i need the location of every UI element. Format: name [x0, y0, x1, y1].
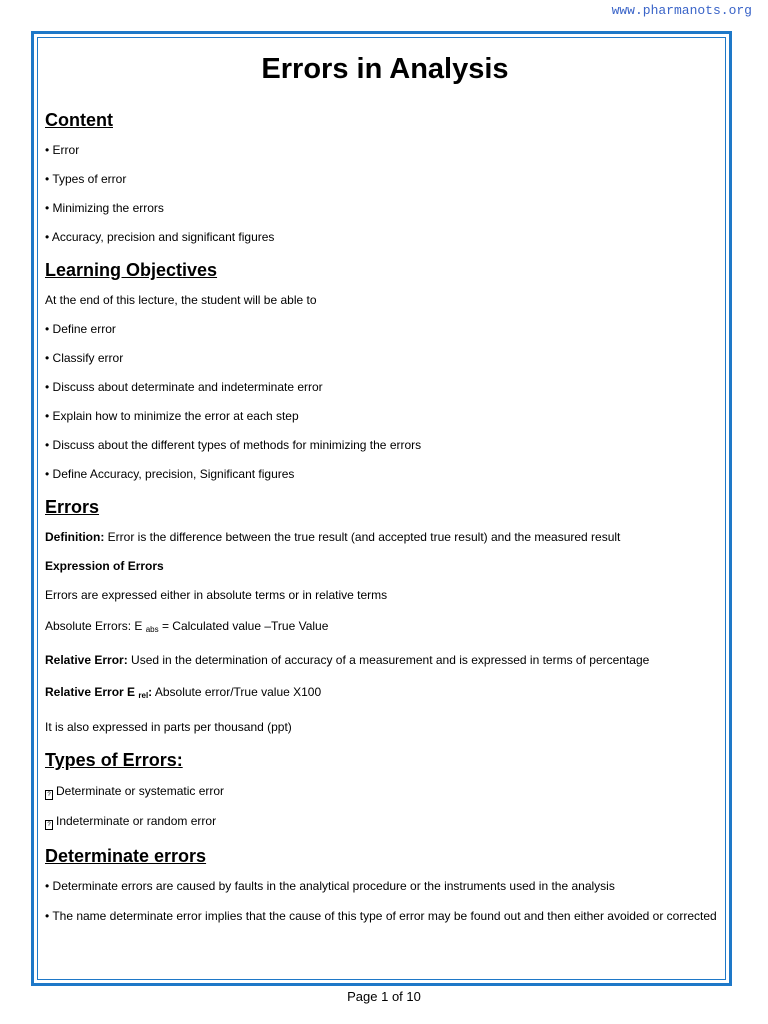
objective-item: • Explain how to minimize the error at each step — [45, 409, 299, 423]
absolute-error-subscript: abs — [145, 625, 159, 634]
absolute-error-suffix: = Calculated value –True Value — [158, 619, 329, 633]
objective-item: • Define error — [45, 322, 116, 336]
absolute-error-prefix: Absolute Errors: E — [45, 619, 146, 633]
ppt-text: It is also expressed in parts per thousand (ppt) — [45, 720, 292, 734]
relative-formula-text: Absolute error/True value X100 — [152, 685, 322, 699]
site-url-link[interactable]: www.pharmanots.org — [611, 3, 752, 18]
type-item-indeterminate — [45, 814, 725, 829]
types-heading: Types of Errors: — [45, 750, 183, 770]
expression-heading: Expression of Errors — [45, 559, 164, 573]
relative-error-description — [45, 653, 725, 667]
relative-error-label: Relative Error: — [45, 653, 128, 667]
determinate-item: • Determinate errors are caused by faults in the analytical procedure or the instruments used in the analysis — [45, 879, 615, 893]
objective-item: • Discuss about determinate and indeterminate error — [45, 380, 323, 394]
determinate-item: • The name determinate error implies that the cause of this type of error may be found out and then either avoided or corrected — [45, 909, 717, 923]
document-body — [45, 47, 725, 925]
content-item-minimizing: • Minimizing the errors — [45, 201, 164, 215]
objective-item: • Classify error — [45, 351, 124, 365]
objective-item: • Define Accuracy, precision, Significant figures — [45, 467, 295, 481]
relative-formula-label: Relative Error E — [45, 685, 139, 699]
errors-heading: Errors — [45, 497, 100, 517]
objectives-intro: At the end of this lecture, the student will be able to — [45, 293, 317, 307]
relative-formula-colon: : — [148, 685, 153, 699]
page-number: Page 1 of 10 — [347, 989, 421, 1004]
document-title: Errors in Analysis — [261, 53, 509, 85]
objectives-heading: Learning Objectives — [45, 260, 218, 280]
determinate-heading: Determinate errors — [45, 846, 207, 866]
absolute-error-formula — [45, 619, 725, 637]
checkbox-bullet-icon: ? — [45, 820, 53, 830]
type-item-determinate — [45, 784, 725, 799]
expression-text: Errors are expressed either in absolute terms or in relative terms — [45, 588, 388, 602]
type-item-label: Determinate or systematic error — [56, 784, 225, 798]
error-definition — [45, 530, 725, 544]
content-item-error: • Error — [45, 143, 80, 157]
relative-error-formula — [45, 685, 725, 703]
relative-error-text: Used in the determination of accuracy of a measurement and is expressed in terms of percentage — [127, 653, 650, 667]
content-item-accuracy: • Accuracy, precision and significant figures — [45, 230, 275, 244]
relative-formula-subscript: rel — [138, 691, 149, 700]
type-item-label: Indeterminate or random error — [56, 814, 217, 828]
objective-item: • Discuss about the different types of methods for minimizing the errors — [45, 438, 422, 452]
definition-label: Definition: — [45, 530, 105, 544]
checkbox-bullet-icon: ? — [45, 790, 53, 800]
definition-text: Error is the difference between the true result (and accepted true result) and the measured result — [104, 530, 621, 544]
content-item-types: • Types of error — [45, 172, 127, 186]
content-heading: Content — [45, 110, 113, 130]
